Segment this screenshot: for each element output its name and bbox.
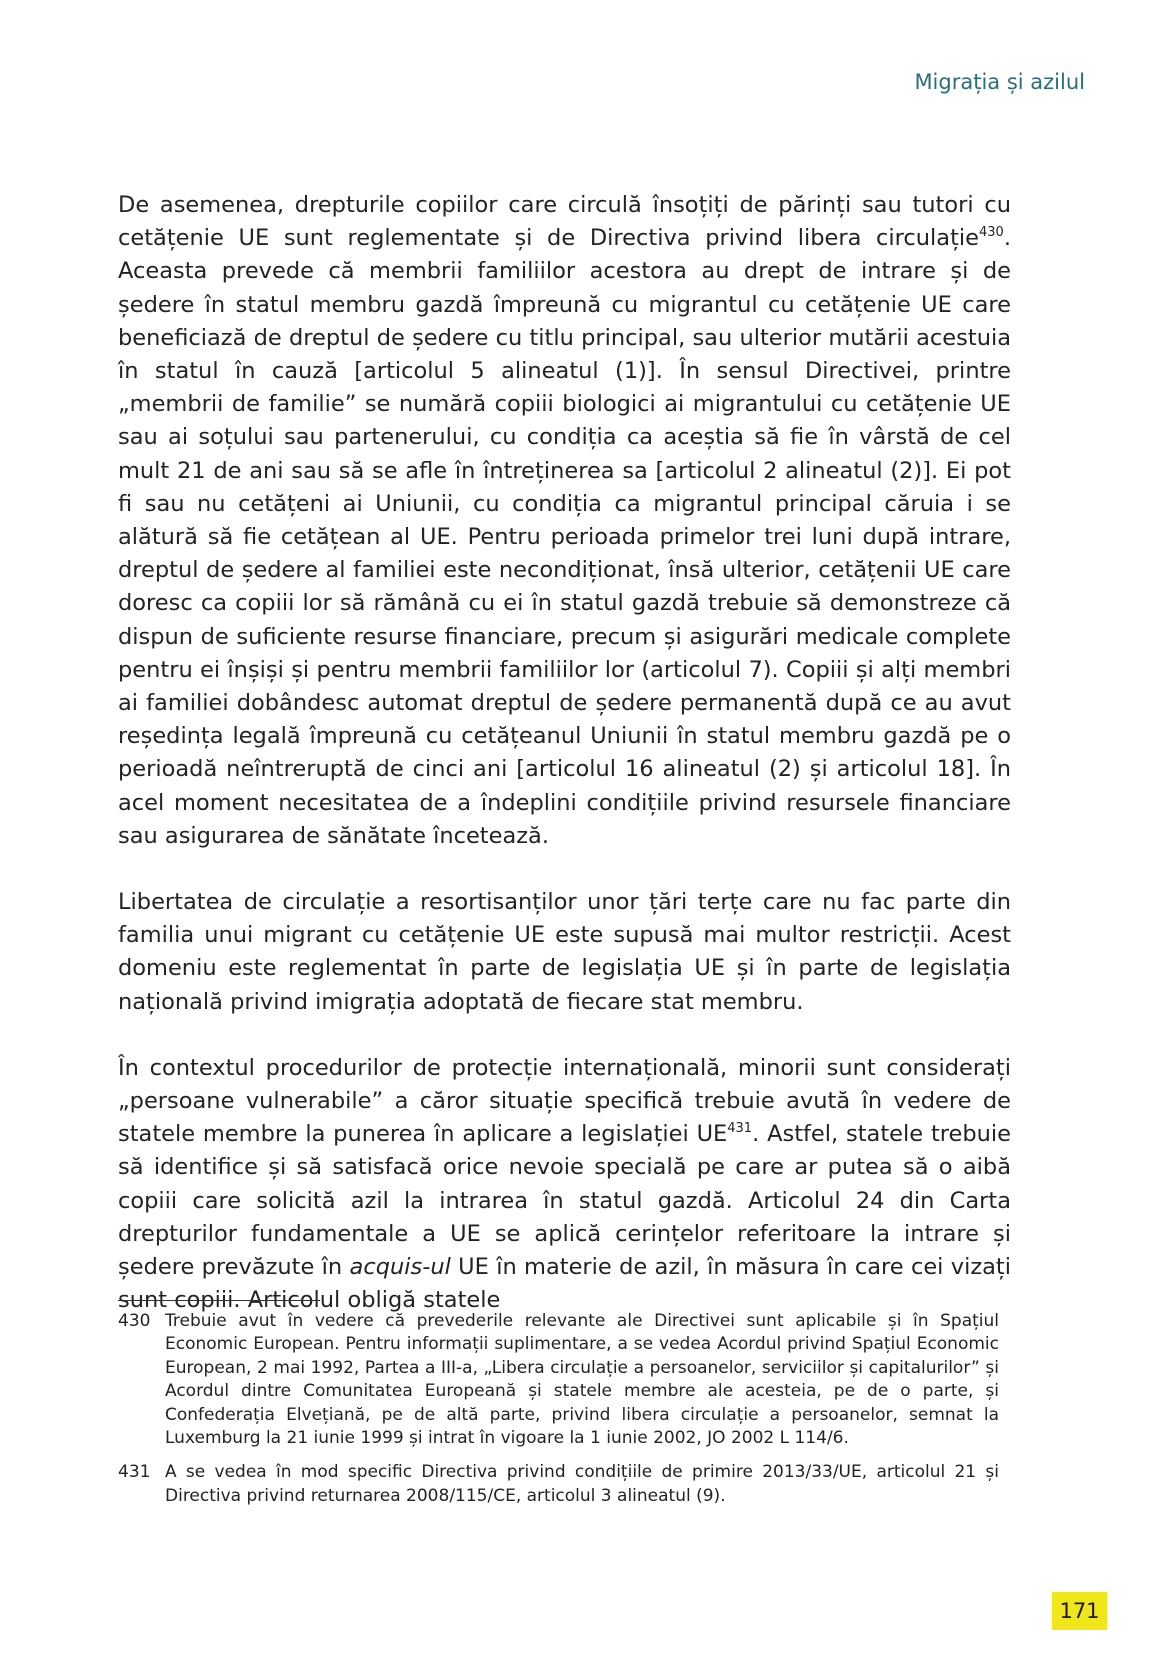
- paragraph-text: Libertatea de circulație a resortisanților unor țări terțe care nu fac parte din familia unui migrant cu cetățenie UE este supusă mai multor restricții. Acest domeniu este reglementat în parte de legislația UE și în parte de legislația națională privind imigrația adoptată de fiecare stat membru.: [118, 889, 1011, 1015]
- footnote-text: A se vedea în mod specific Directiva privind condițiile de primire 2013/33/UE, articolul 21 și Directiva privind returnarea 2008/115/CE, articolul 3 alineatul (9).: [165, 1462, 999, 1506]
- footnote-430: [118, 1310, 999, 1450]
- paragraph-text: . Aceasta prevede că membrii familiilor acestora au drept de intrare și de ședere în statul membru gazdă împreună cu migrantul cu cetățenie UE care beneficiază de dreptul de ședere cu titlu principal, sau ulterior mutării acestuia în statul în cauză [articolul 5 alineatul (1)]. În sensul Directivei, printre „membrii de familie” se numără copiii biologici ai migrantului cu cetățenie UE sau ai soțului sau partenerului, cu condiția ca aceștia să fie în vârstă de cel mult 21 de ani sau să se afle în întreținerea sa [articolul 2 alineatul (2)]. Ei pot fi sau nu cetățeni ai Uniunii, cu condiția ca migrantul principal căruia i se alătură să fie cetățean al UE. Pentru perioada primelor trei luni după intrare, dreptul de ședere al familiei este necondiționat, însă ulterior, cetățenii UE care doresc ca copiii lor să rămână cu ei în statul gazdă trebuie să demonstreze că dispun de suficiente resurse financiare, precum și asigurări medicale complete pentru ei înșiși și pentru membrii familiilor lor (articolul 7). Copiii și alți membri ai familiei dobândesc automat dreptul de ședere permanentă după ce au avut reședința legală împreună cu cetățeanul Uniunii în statul membru gazdă pe o perioadă neîntreruptă de cinci ani [articolul 16 alineatul (2) și articolul 18]. În acel moment necesitatea de a îndeplini condițiile privind resursele financiare sau asigurarea de sănătate încetează.: [118, 225, 1011, 849]
- running-header: Migrația și azilul: [914, 70, 1085, 94]
- footnote-number: 430: [118, 1311, 151, 1331]
- footnote-ref-431[interactable]: 431: [727, 1121, 753, 1137]
- paragraph: [118, 886, 1011, 1019]
- paragraph: [118, 1052, 1011, 1318]
- page-number: 171: [1052, 1592, 1107, 1630]
- paragraph-text: În contextul procedurilor de protecție internațională, minorii sunt considerați „persoane vulnerabile” a căror situație specifică trebuie avută în vedere de statele membre la punerea în aplicare a legislației UE: [118, 1054, 1011, 1148]
- paragraph-text: UE în materie de azil, în măsura în care cei vizați sunt copiii. Articolul obligă statele: [118, 1254, 1012, 1314]
- paragraph: [118, 189, 1011, 853]
- footnote-number: 431: [118, 1462, 151, 1483]
- italic-term: acquis-ul: [349, 1254, 451, 1281]
- footnote-ref-430[interactable]: 430: [979, 225, 1004, 241]
- paragraph-text: De asemenea, drepturile copiilor care circulă însoțiți de părinți sau tutori cu cetățenie UE sunt reglementate și de Directiva privind libera circulație: [118, 192, 1011, 252]
- footnote-divider: [118, 1300, 320, 1301]
- footnote-text: Trebuie avut în vedere că prevederile relevante ale Directivei sunt aplicabile și în Spațiul Economic European. Pentru informații suplimentare, a se vedea Acordul privind Spațiul Economic European, 2 mai 1992, Partea a III-a, „Libera circulație a persoanelor, serviciilor și capitalurilor” și Acordul dintre Comunitatea Europeană și statele membre ale acesteia, pe de o parte, și Confederația Elvețiană, pe de altă parte, privind libera circulație a persoanelor, semnat la Luxemburg la 21 iunie 1999 și intrat în vigoare la 1 iunie 2002, JO 2002 L 114/6.: [165, 1311, 999, 1449]
- paragraph-text: . Astfel, statele trebuie să identifice și să satisfacă orice nevoie specială pe care ar putea să o aibă copiii care solicită azil la intrarea în statul gazdă. Articolul 24 din Carta drepturilor fundamentale a UE se aplică cerințelor referitoare la intrare și ședere prevăzute în: [118, 1121, 1011, 1281]
- footnote-431: [118, 1461, 999, 1508]
- footnotes: [118, 1310, 999, 1519]
- main-body: [118, 189, 1011, 1351]
